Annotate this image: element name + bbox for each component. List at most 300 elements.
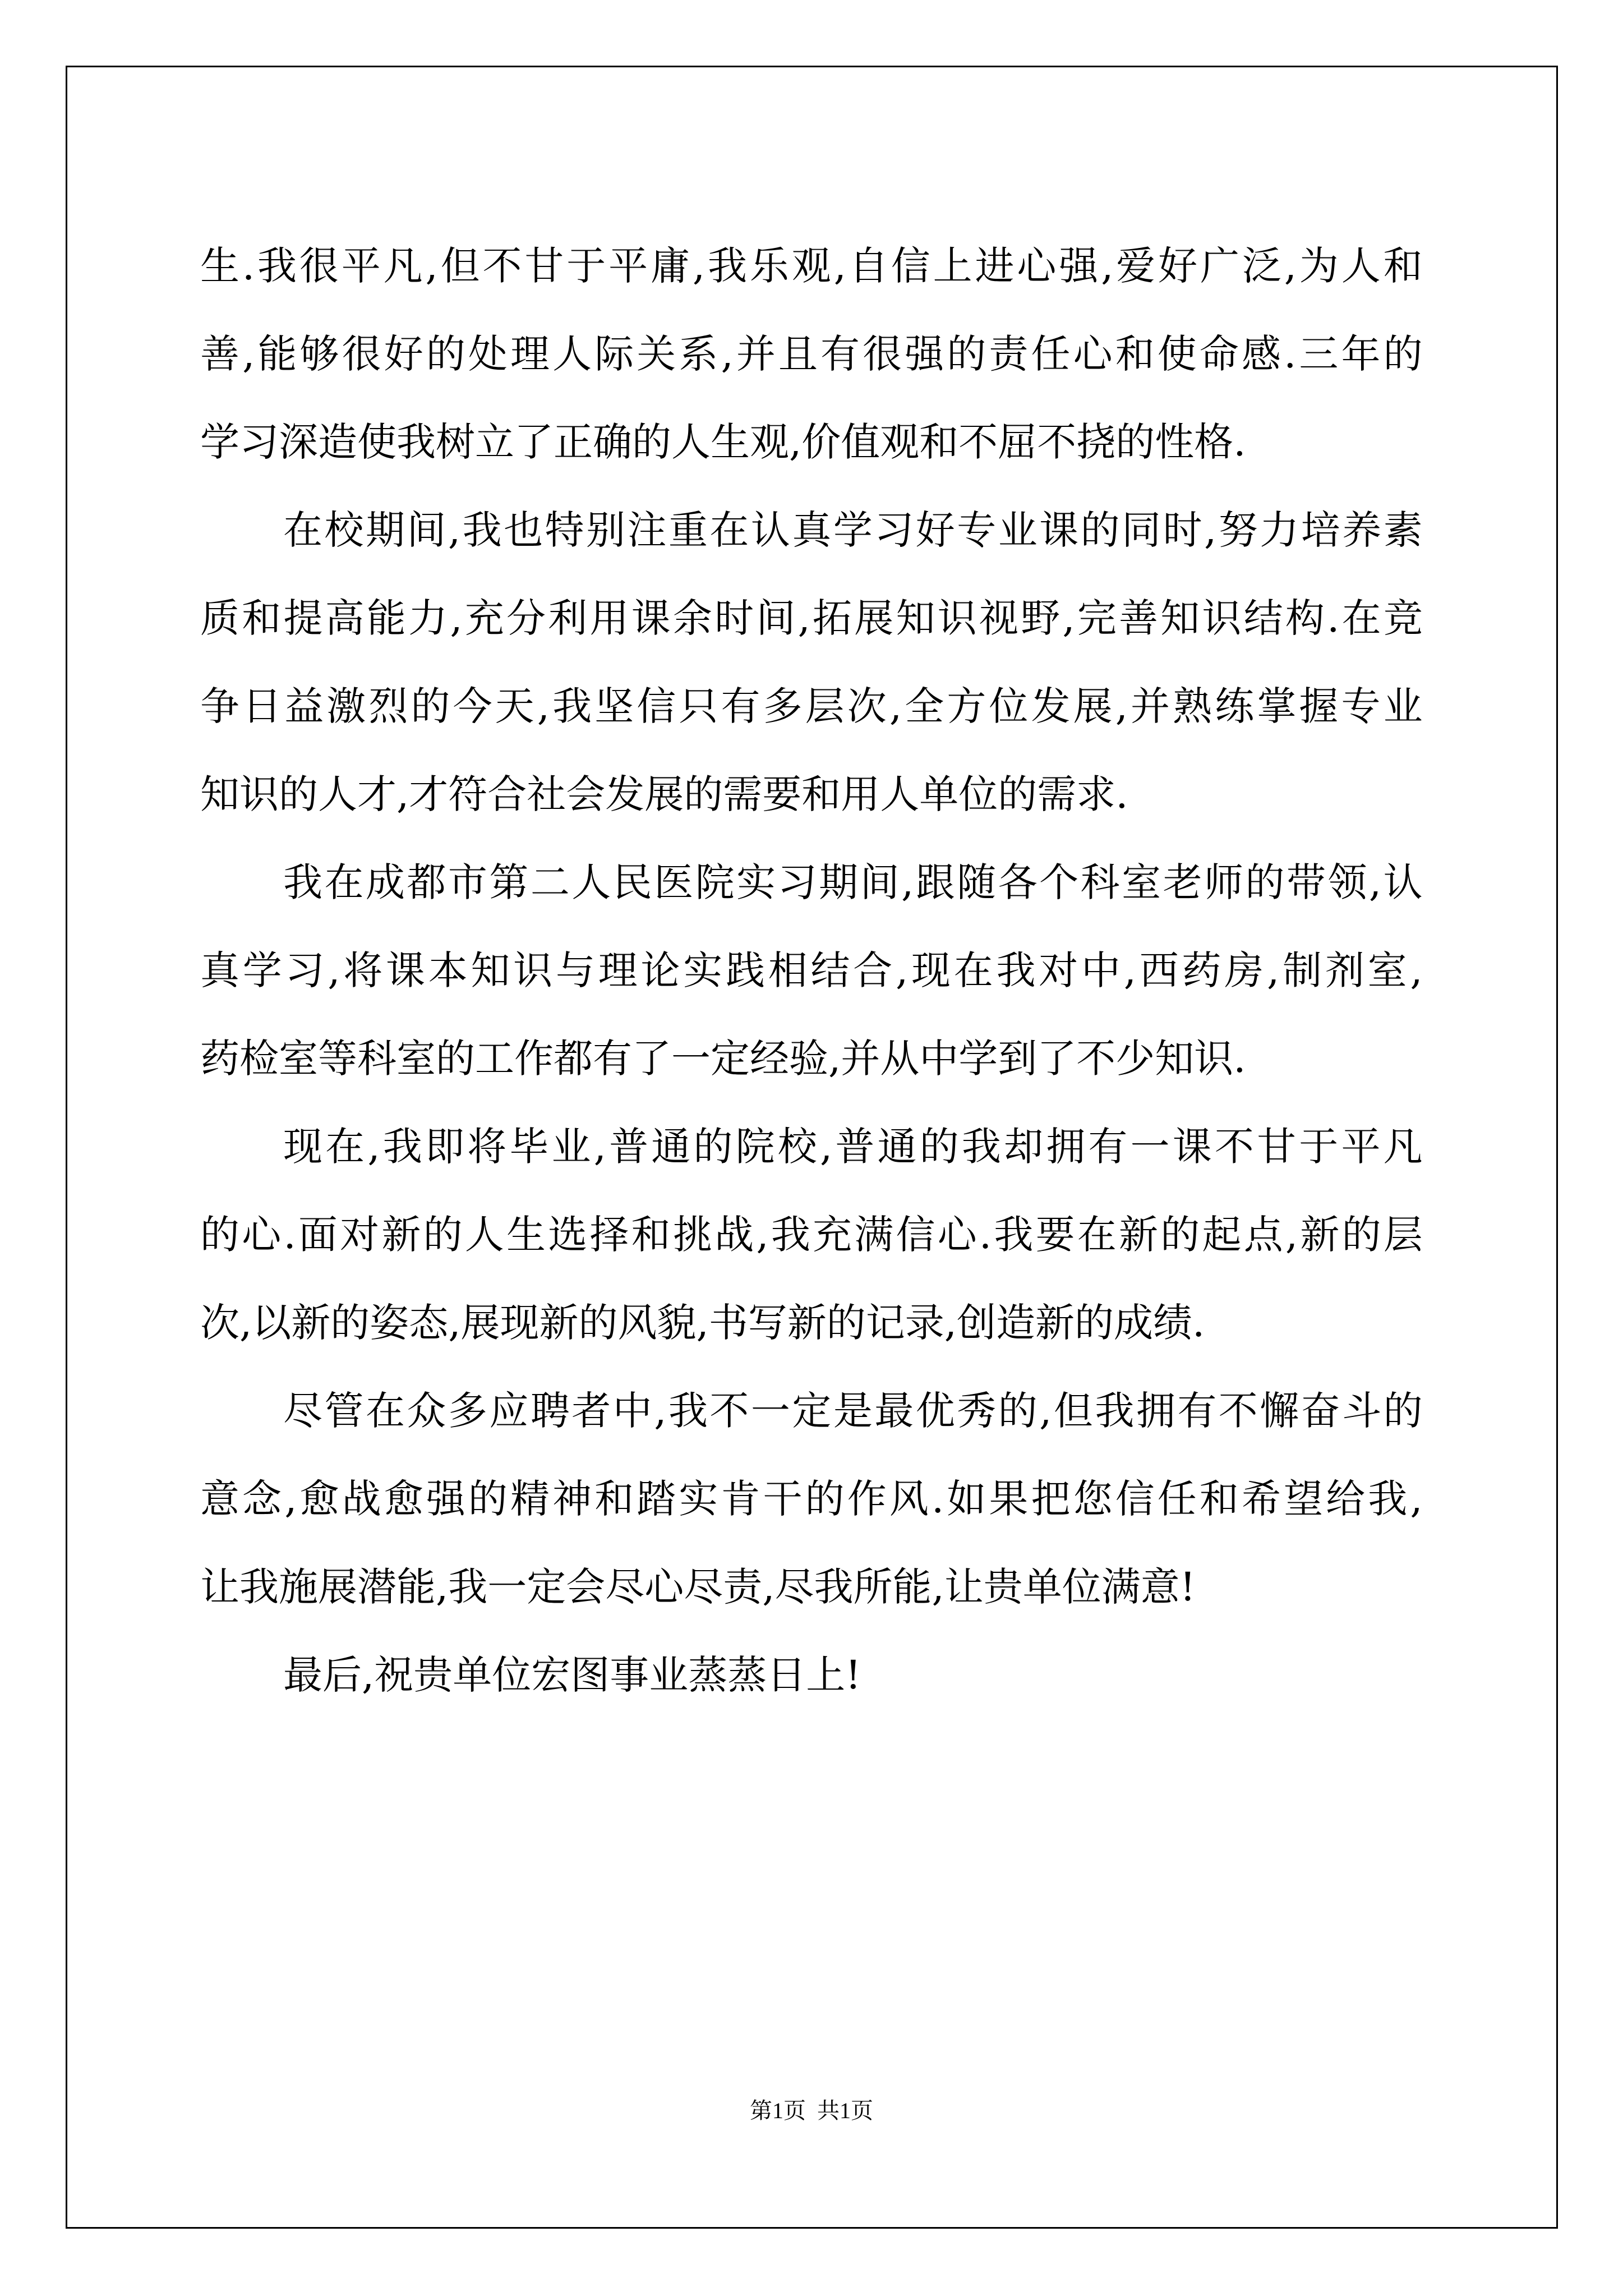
text-char: 民 (612, 859, 652, 905)
text-char: 能 (257, 331, 297, 377)
text-char: , (450, 595, 463, 641)
text-char: 室 (1122, 859, 1161, 905)
text-char: 质 (200, 595, 239, 641)
text-char: 益 (284, 683, 324, 729)
text-char: 理 (510, 331, 550, 377)
text-char: 择 (589, 1212, 629, 1258)
text-char: , (819, 1124, 833, 1170)
text-char: 业 (551, 1124, 591, 1170)
text-char: 校 (324, 507, 364, 553)
text-char: 提 (283, 595, 323, 641)
text-char: 平 (341, 243, 381, 289)
text-char: 中 (612, 1388, 652, 1434)
text-char: 通 (651, 1124, 691, 1170)
text-char: 愈 (384, 1476, 423, 1522)
text-char: 业 (1383, 683, 1423, 729)
text-char: 满 (854, 1212, 894, 1258)
text-char: 处 (468, 331, 508, 377)
text-char: 合 (853, 947, 893, 993)
text-char: 课 (386, 947, 426, 993)
text-char: 习 (874, 507, 914, 553)
text-char: 校 (777, 1124, 817, 1170)
text-char: 应 (489, 1388, 529, 1434)
text-char: 我 (996, 947, 1036, 993)
text-char: 我 (283, 859, 322, 905)
text-char: 好 (1158, 243, 1198, 289)
text-char: 众 (407, 1388, 446, 1434)
text-char: , (1267, 947, 1280, 993)
text-char: 的 (693, 1124, 733, 1170)
text-char: 心 (937, 1212, 977, 1258)
text-char: 者 (571, 1388, 611, 1434)
text-char: 二 (530, 859, 570, 905)
text-char: 学 (242, 947, 282, 993)
text-char: 您 (1073, 1476, 1113, 1522)
text-line-content: 最后,祝贵单位宏图事业蒸蒸日上! (283, 1652, 861, 1698)
text-char: 和 (1199, 1476, 1239, 1522)
text-char: , (1039, 1388, 1052, 1434)
text-char: 知 (471, 947, 510, 993)
text-char: 自 (849, 243, 888, 289)
text-char: 课 (1039, 507, 1079, 553)
text-char: 人 (1341, 243, 1381, 289)
text-char: 甘 (524, 243, 564, 289)
text-char: 多 (763, 683, 803, 729)
text-line-content (200, 927, 1423, 1015)
text-char: 任 (1031, 331, 1071, 377)
text-char: , (721, 331, 734, 377)
text-char: 院 (735, 1124, 775, 1170)
text-char: 识 (513, 947, 553, 993)
text-char: 神 (552, 1476, 592, 1522)
text-char: 带 (1286, 859, 1326, 905)
text-char: 心 (1073, 331, 1113, 377)
text-char: 任 (1157, 1476, 1197, 1522)
text-char: 有 (1177, 1388, 1217, 1434)
text-char: , (1410, 1476, 1423, 1522)
text-char: 在 (283, 507, 322, 553)
text-char: 我 (552, 683, 592, 729)
text-char: 一 (750, 1388, 790, 1434)
text-line-content (283, 486, 1423, 574)
text-char: , (593, 1124, 606, 1170)
text-char: 干 (763, 1476, 803, 1522)
text-char: , (692, 243, 706, 289)
text-char: 别 (586, 507, 626, 553)
text-char: 多 (448, 1388, 487, 1434)
text-char: 真 (792, 507, 832, 553)
text-char: 秀 (957, 1388, 997, 1434)
text-char: , (1410, 947, 1423, 993)
text-char: 次 (847, 683, 887, 729)
text-char: 聘 (530, 1388, 570, 1434)
text-char: 战 (342, 1476, 381, 1522)
text-char: 普 (609, 1124, 649, 1170)
text-char: 养 (1342, 507, 1382, 553)
text-char: 制 (1283, 947, 1322, 993)
document-body (200, 222, 1423, 1719)
text-char: 在 (325, 1124, 365, 1170)
text-char: 专 (1341, 683, 1381, 729)
text-char: 新 (381, 1212, 421, 1258)
text-char: 实 (683, 947, 723, 993)
text-char: 我 (1095, 1388, 1135, 1434)
text-char: 心 (242, 1212, 282, 1258)
text-char: , (1062, 595, 1075, 641)
text-char: , (1101, 243, 1114, 289)
text-char: , (1284, 243, 1297, 289)
text-char: 认 (1383, 859, 1423, 905)
text-line (200, 1103, 1423, 1191)
text-char: 间 (756, 595, 796, 641)
text-char: , (448, 507, 461, 553)
text-char: 凡 (383, 243, 423, 289)
text-char: 努 (1218, 507, 1258, 553)
text-char: 室 (1367, 947, 1407, 993)
text-char: , (425, 243, 438, 289)
text-char: . (979, 1212, 992, 1258)
text-char: 平 (608, 243, 648, 289)
text-char: 不 (1214, 1124, 1254, 1170)
text-char: 进 (975, 243, 1015, 289)
text-char: 的 (1383, 331, 1423, 377)
text-char: 不 (709, 1388, 749, 1434)
text-char: 时 (714, 595, 754, 641)
text-line-content (200, 662, 1423, 751)
text-char: 随 (957, 859, 997, 905)
text-char: 中 (1081, 947, 1121, 993)
text-char: 一 (1130, 1124, 1170, 1170)
text-char: 爱 (1116, 243, 1156, 289)
text-char: 全 (905, 683, 944, 729)
text-char: 理 (598, 947, 638, 993)
text-line (200, 1455, 1423, 1543)
text-char: 层 (805, 683, 845, 729)
text-char: 但 (1053, 1388, 1093, 1434)
text-char: 医 (654, 859, 694, 905)
text-char: 展 (854, 595, 894, 641)
text-char: 对 (1039, 947, 1078, 993)
text-char: 知 (896, 595, 935, 641)
text-char: 希 (1241, 1476, 1281, 1522)
text-line-content: 知识的人才,才符合社会发展的需要和用人单位的需求. (200, 771, 1128, 817)
text-char: 平 (1341, 1124, 1381, 1170)
text-char: 视 (979, 595, 1018, 641)
text-char: 认 (750, 507, 790, 553)
text-char: 野 (1021, 595, 1061, 641)
text-char: 西 (1139, 947, 1179, 993)
text-char: 并 (736, 331, 776, 377)
text-line (200, 1543, 1423, 1631)
text-char: 师 (1204, 859, 1244, 905)
text-char: 管 (324, 1388, 364, 1434)
text-char: 的 (947, 331, 986, 377)
text-char: 的 (1160, 1212, 1200, 1258)
text-char: 关 (637, 331, 676, 377)
text-line (200, 1631, 1423, 1719)
text-char: , (1115, 683, 1128, 729)
text-char: , (537, 683, 550, 729)
text-char: 最 (874, 1388, 914, 1434)
text-char: 在 (365, 1388, 405, 1434)
text-char: 果 (989, 1476, 1029, 1522)
text-char: 给 (1326, 1476, 1366, 1522)
text-char: 念 (242, 1476, 282, 1522)
text-char: 责 (989, 331, 1029, 377)
text-char: 要 (1035, 1212, 1075, 1258)
text-char: 实 (679, 1476, 718, 1522)
text-line (200, 398, 1423, 486)
text-char: 期 (819, 859, 859, 905)
text-line-content: 次,以新的姿态,展现新的风貌,书写新的记录,创造新的成绩. (200, 1300, 1205, 1346)
text-char: 很 (299, 243, 339, 289)
text-char: 和 (594, 1476, 634, 1522)
text-char: 很 (342, 331, 381, 377)
text-char: 优 (915, 1388, 955, 1434)
text-char: 将 (467, 1124, 507, 1170)
text-char: 特 (545, 507, 584, 553)
text-line-content (200, 1191, 1423, 1279)
text-line-content (283, 1367, 1423, 1455)
text-char: 层 (1383, 1212, 1423, 1258)
text-char: 高 (325, 595, 365, 641)
text-char: 同 (1122, 507, 1161, 553)
text-char: , (367, 1124, 380, 1170)
text-char: 拓 (813, 595, 852, 641)
text-char: 与 (556, 947, 596, 993)
text-char: 利 (548, 595, 588, 641)
text-char: 尽 (283, 1388, 322, 1434)
text-char: 的 (919, 1124, 959, 1170)
text-line-content (283, 839, 1423, 927)
text-char: 充 (464, 595, 504, 641)
text-line-content (200, 574, 1423, 662)
text-char: 成 (365, 859, 405, 905)
text-char: 烈 (368, 683, 408, 729)
text-char: , (1368, 859, 1382, 905)
text-char: 本 (428, 947, 468, 993)
text-char: . (931, 1476, 944, 1522)
text-char: 第 (489, 859, 529, 905)
text-char: 三 (1299, 331, 1339, 377)
text-char: 有 (1088, 1124, 1128, 1170)
text-char: 作 (847, 1476, 887, 1522)
text-char: , (889, 683, 902, 729)
text-char: 构 (1285, 595, 1325, 641)
text-char: 在 (953, 947, 993, 993)
text-char: 实 (736, 859, 776, 905)
text-char: 的 (1080, 507, 1120, 553)
text-char: 习 (285, 947, 325, 993)
page-number-footer: 第1页 共1页 (750, 2098, 873, 2123)
text-char: 的 (998, 1388, 1038, 1434)
text-char: 能 (366, 595, 406, 641)
text-char: 泛 (1242, 243, 1281, 289)
text-char: 领 (1327, 859, 1367, 905)
text-char: 熟 (1173, 683, 1212, 729)
text-char: 踏 (637, 1476, 676, 1522)
text-char: 际 (594, 331, 634, 377)
text-char: 很 (863, 331, 902, 377)
text-char: 风 (889, 1476, 929, 1522)
text-char: 信 (637, 683, 676, 729)
text-line (200, 662, 1423, 751)
text-char: 真 (200, 947, 239, 993)
text-char: 在 (709, 507, 749, 553)
text-char: 时 (1163, 507, 1202, 553)
text-char: 对 (340, 1212, 380, 1258)
text-char: 方 (947, 683, 986, 729)
text-char: 斗 (1342, 1388, 1382, 1434)
text-char: 的 (468, 1476, 508, 1522)
text-char: 点 (1243, 1212, 1283, 1258)
text-char: 充 (813, 1212, 852, 1258)
text-char: 的 (1341, 1212, 1381, 1258)
text-char: , (1285, 1212, 1298, 1258)
text-char: 年 (1341, 331, 1381, 377)
text-char: 挑 (672, 1212, 712, 1258)
text-char: 业 (998, 507, 1038, 553)
text-char: 奋 (1301, 1388, 1340, 1434)
text-line (200, 1191, 1423, 1279)
text-char: 乐 (749, 243, 789, 289)
text-char: 把 (1031, 1476, 1071, 1522)
text-char: 学 (833, 507, 873, 553)
text-char: , (797, 595, 810, 641)
text-char: 和 (242, 595, 282, 641)
text-char: 剂 (1325, 947, 1364, 993)
text-char: , (284, 1476, 297, 1522)
text-char: , (328, 947, 340, 993)
text-char: 和 (1115, 331, 1155, 377)
text-char: 且 (778, 331, 818, 377)
text-char: 我 (994, 1212, 1034, 1258)
text-char: 老 (1163, 859, 1202, 905)
text-char: 用 (589, 595, 629, 641)
text-char: 肯 (721, 1476, 760, 1522)
text-char: 课 (631, 595, 671, 641)
text-char: 位 (989, 683, 1029, 729)
text-char: 的 (1383, 1388, 1423, 1434)
text-char: 战 (714, 1212, 754, 1258)
text-char: , (654, 1388, 667, 1434)
text-char: 的 (423, 1212, 463, 1258)
text-line-content: 让我施展潜能,我一定会尽心尽责,尽我所能,让贵单位满意! (200, 1564, 1196, 1610)
text-char: 论 (640, 947, 680, 993)
text-char: 人 (464, 1212, 504, 1258)
text-char: 上 (933, 243, 972, 289)
text-char: 如 (947, 1476, 986, 1522)
text-char: 余 (672, 595, 712, 641)
text-line (200, 486, 1423, 574)
text-char: 于 (1299, 1124, 1339, 1170)
text-char: 信 (891, 243, 930, 289)
text-char: 个 (1039, 859, 1079, 905)
text-char: 新 (1300, 1212, 1340, 1258)
text-char: 握 (1299, 683, 1339, 729)
text-line (200, 839, 1423, 927)
text-char: 望 (1284, 1476, 1324, 1522)
text-char: 我 (668, 1388, 708, 1434)
text-char: 即 (425, 1124, 464, 1170)
text-char: 我 (382, 1124, 422, 1170)
text-char: . (1284, 331, 1297, 377)
text-char: 间 (860, 859, 900, 905)
text-line (200, 222, 1423, 310)
text-line-content (200, 222, 1423, 310)
text-char: 人 (571, 859, 611, 905)
text-char: 力 (408, 595, 448, 641)
text-char: 重 (668, 507, 708, 553)
text-char: 我 (257, 243, 297, 289)
text-char: 力 (1260, 507, 1299, 553)
text-char: 却 (1004, 1124, 1044, 1170)
text-char: 练 (1215, 683, 1255, 729)
text-char: 分 (506, 595, 546, 641)
text-char: 跟 (915, 859, 955, 905)
text-char: 结 (810, 947, 850, 993)
text-char: 识 (1202, 595, 1242, 641)
text-line-content (200, 310, 1423, 398)
text-char: 的 (805, 1476, 845, 1522)
text-char: 培 (1301, 507, 1340, 553)
text-char: 竞 (1383, 595, 1423, 641)
text-char: 懈 (1260, 1388, 1299, 1434)
text-char: 强 (426, 1476, 465, 1522)
text-char: 专 (957, 507, 997, 553)
text-char: 和 (631, 1212, 671, 1258)
text-char: 选 (548, 1212, 588, 1258)
text-char: 日 (242, 683, 282, 729)
text-char: 信 (896, 1212, 935, 1258)
text-char: 的 (411, 683, 450, 729)
text-line-content: 学习深造使我树立了正确的人生观,价值观和不屈不挠的性格. (200, 419, 1246, 465)
text-char: , (896, 947, 909, 993)
text-char: 好 (384, 331, 423, 377)
text-char: 命 (1199, 331, 1239, 377)
text-char: , (901, 859, 914, 905)
text-char: 但 (440, 243, 480, 289)
text-line (200, 1279, 1423, 1367)
text-char: 我 (961, 1124, 1001, 1170)
text-char: 课 (1172, 1124, 1212, 1170)
text-char: 坚 (594, 683, 634, 729)
text-char: 各 (998, 859, 1038, 905)
text-char: 房 (1224, 947, 1264, 993)
text-char: 现 (911, 947, 951, 993)
text-char: 心 (1017, 243, 1057, 289)
text-char: 掌 (1257, 683, 1297, 729)
text-char: 相 (768, 947, 808, 993)
text-char: 我 (1368, 1476, 1408, 1522)
text-char: 广 (1200, 243, 1239, 289)
text-char: 现 (283, 1124, 322, 1170)
text-char: 普 (835, 1124, 875, 1170)
text-char: 庸 (651, 243, 690, 289)
text-char: 发 (1031, 683, 1071, 729)
text-char: 药 (1182, 947, 1221, 993)
text-char: , (756, 1212, 769, 1258)
text-line (200, 751, 1423, 839)
text-char: 识 (937, 595, 977, 641)
text-char: 也 (504, 507, 543, 553)
text-char: 完 (1077, 595, 1117, 641)
text-char: 有 (820, 331, 860, 377)
text-char: 今 (453, 683, 492, 729)
text-line (200, 310, 1423, 398)
text-char: 精 (510, 1476, 550, 1522)
text-char: 天 (495, 683, 534, 729)
